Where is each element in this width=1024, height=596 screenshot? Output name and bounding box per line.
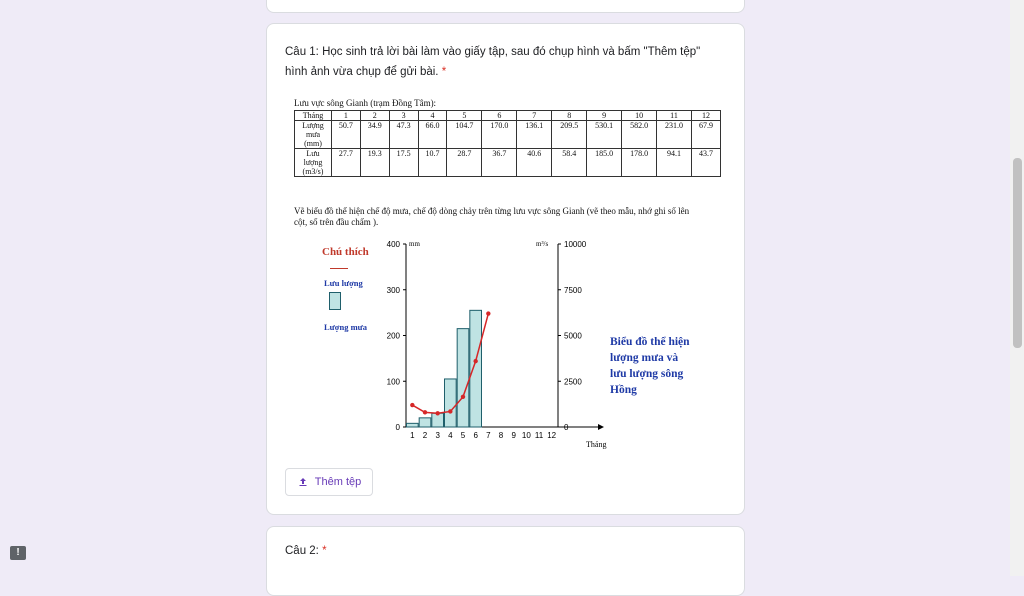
add-file-label: Thêm tệp bbox=[314, 476, 362, 488]
feedback-icon[interactable]: ! bbox=[10, 546, 26, 560]
chart-point bbox=[486, 311, 490, 315]
y-left-tick-label: 0 bbox=[395, 423, 400, 432]
chart-bar bbox=[445, 379, 457, 427]
legend-title: Chú thích bbox=[322, 246, 369, 258]
chart-area bbox=[310, 230, 716, 450]
table-cell: 4 bbox=[418, 111, 447, 121]
y-right-tick-label: 10000 bbox=[564, 240, 587, 249]
table-cell: 94.1 bbox=[657, 149, 692, 177]
chart-bar bbox=[457, 329, 469, 427]
x-tick-label: 12 bbox=[547, 431, 557, 440]
table-cell: 185.0 bbox=[587, 149, 622, 177]
table-cell: 11 bbox=[657, 111, 692, 121]
add-file-button[interactable] bbox=[285, 468, 373, 496]
table-cell: 40.6 bbox=[517, 149, 552, 177]
y-right-tick-label: 0 bbox=[564, 423, 569, 432]
question-2-title bbox=[285, 545, 327, 557]
x-tick-label: 8 bbox=[498, 431, 504, 440]
table-cell: 104.7 bbox=[447, 121, 482, 149]
table-cell: 530.1 bbox=[587, 121, 622, 149]
table-cell: 50.7 bbox=[332, 121, 361, 149]
scrollbar-thumb[interactable] bbox=[1013, 158, 1022, 348]
chart-point bbox=[410, 403, 414, 407]
table-cell: 17.5 bbox=[389, 149, 418, 177]
task-text: Vẽ biểu đồ thể hiện chế độ mưa, chế độ dòng chảy trên từng lưu vực sông Gianh (vẽ theo mẫu, nhớ ghi số lên cột, số trên đầu chấm ). bbox=[294, 206, 690, 227]
x-tick-label: 6 bbox=[473, 431, 478, 440]
table-cell: 209.5 bbox=[552, 121, 587, 149]
required-mark: * bbox=[441, 66, 447, 78]
table-row-flow bbox=[295, 149, 721, 177]
chart-point bbox=[448, 409, 452, 413]
chart-bar bbox=[419, 418, 431, 427]
table-cell: 231.0 bbox=[657, 121, 692, 149]
table-cell: 170.0 bbox=[482, 121, 517, 149]
image-caption: Lưu vực sông Gianh (trạm Đồng Tâm): bbox=[294, 98, 437, 108]
table-cell: 36.7 bbox=[482, 149, 517, 177]
x-tick-label: 1 bbox=[410, 431, 415, 440]
previous-card bbox=[266, 0, 745, 13]
table-cell: 67.9 bbox=[692, 121, 721, 149]
table-row-header: Lưu lượng (m3/s) bbox=[295, 149, 332, 177]
question-2-text: Câu 2: bbox=[285, 545, 319, 557]
required-mark: * bbox=[322, 545, 327, 557]
legend-flow-label: Lưu lượng bbox=[324, 278, 363, 288]
table-cell: 43.7 bbox=[692, 149, 721, 177]
y-left-tick-label: 400 bbox=[386, 240, 400, 249]
chart-bar bbox=[407, 423, 419, 427]
question-card-2 bbox=[266, 526, 745, 596]
x-tick-label: 9 bbox=[511, 431, 516, 440]
table-row-rain bbox=[295, 121, 721, 149]
table-row-header: Lượng mưa (mm) bbox=[295, 121, 332, 149]
x-axis-label: Tháng bbox=[586, 440, 607, 449]
chart-point bbox=[461, 395, 465, 399]
table-cell: 34.9 bbox=[360, 121, 389, 149]
y-right-tick-label: 7500 bbox=[564, 285, 582, 295]
table-cell: 28.7 bbox=[447, 149, 482, 177]
question-1-text: Câu 1: Học sinh trả lời bài làm vào giấy tập, sau đó chụp hình và bấm "Thêm tệp" hình ảnh vừa chụp để gửi bài. bbox=[285, 46, 701, 78]
table-cell: 2 bbox=[360, 111, 389, 121]
table-cell: 27.7 bbox=[332, 149, 361, 177]
table-cell: 582.0 bbox=[622, 121, 657, 149]
x-tick-label: 5 bbox=[460, 431, 466, 440]
question-1-title bbox=[285, 42, 725, 82]
legend-rain-label: Lượng mưa bbox=[324, 322, 368, 332]
upload-icon bbox=[297, 476, 309, 488]
table-cell: 47.3 bbox=[389, 121, 418, 149]
y-right-unit: m³/s bbox=[536, 240, 549, 248]
question-image bbox=[292, 94, 722, 454]
y-left-tick-label: 300 bbox=[386, 285, 400, 295]
y-right-tick-label: 5000 bbox=[564, 331, 582, 341]
scrollbar-track[interactable] bbox=[1010, 0, 1024, 576]
x-tick-label: 7 bbox=[486, 431, 491, 440]
table-cell: 10.7 bbox=[418, 149, 447, 177]
x-axis-arrow bbox=[598, 424, 604, 430]
table-cell: 12 bbox=[692, 111, 721, 121]
x-tick-label: 11 bbox=[534, 431, 544, 440]
table-cell: 1 bbox=[332, 111, 361, 121]
chart-point bbox=[423, 410, 427, 414]
x-tick-label: 3 bbox=[435, 431, 440, 440]
table-cell: 10 bbox=[622, 111, 657, 121]
y-right-tick-label: 2500 bbox=[564, 377, 582, 387]
table-cell: 3 bbox=[389, 111, 418, 121]
table-row-month bbox=[295, 111, 721, 121]
data-table bbox=[294, 110, 721, 177]
chart-bar bbox=[470, 310, 482, 427]
table-cell: 5 bbox=[447, 111, 482, 121]
table-cell: 7 bbox=[517, 111, 552, 121]
table-cell: 8 bbox=[552, 111, 587, 121]
y-left-tick-label: 100 bbox=[386, 377, 400, 387]
y-left-tick-label: 200 bbox=[386, 331, 400, 341]
table-cell: 6 bbox=[482, 111, 517, 121]
chart-point bbox=[435, 411, 439, 415]
table-cell: 19.3 bbox=[360, 149, 389, 177]
table-cell: 58.4 bbox=[552, 149, 587, 177]
question-card-1 bbox=[266, 23, 745, 515]
table-row-header: Tháng bbox=[295, 111, 332, 121]
x-tick-label: 4 bbox=[448, 431, 453, 440]
chart-caption-blue: Biểu đồ thể hiện lượng mưa và lưu lượng sông Hồng bbox=[610, 336, 690, 396]
x-tick-label: 2 bbox=[422, 431, 428, 440]
chart-point bbox=[473, 359, 477, 363]
table-cell: 9 bbox=[587, 111, 622, 121]
table-cell: 178.0 bbox=[622, 149, 657, 177]
table-cell: 66.0 bbox=[418, 121, 447, 149]
x-tick-label: 10 bbox=[521, 431, 531, 440]
y-left-unit: mm bbox=[409, 240, 420, 248]
table-cell: 136.1 bbox=[517, 121, 552, 149]
